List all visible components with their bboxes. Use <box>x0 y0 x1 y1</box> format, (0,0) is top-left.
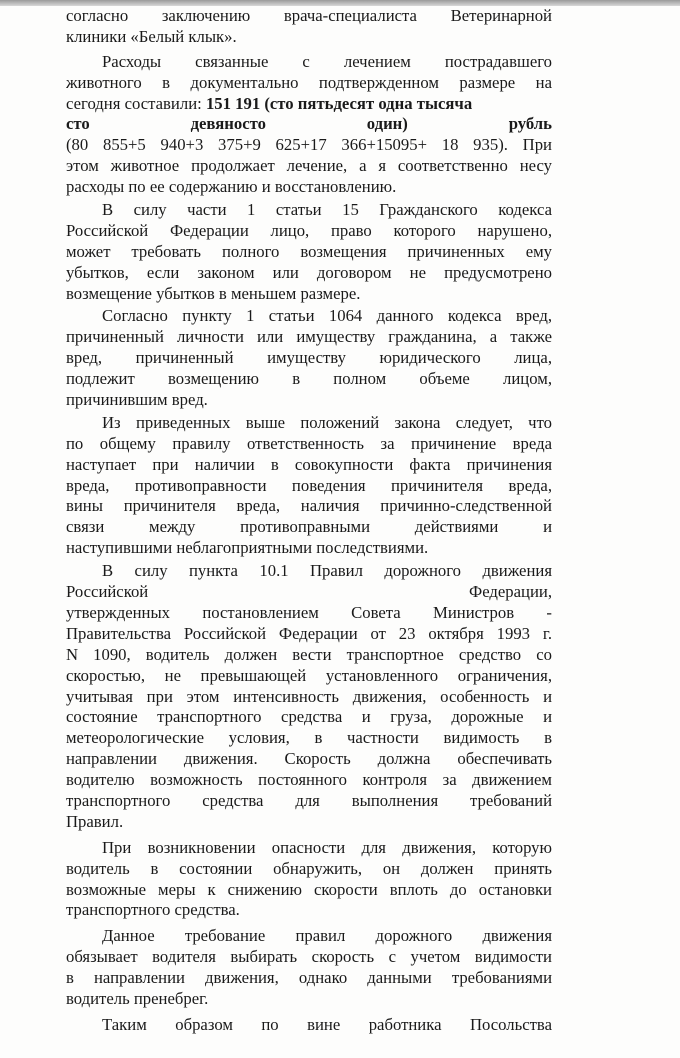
text-line <box>66 156 552 177</box>
text-line <box>66 413 552 434</box>
line-text: состояние транспортного средства и груза, дорожные и <box>66 707 552 727</box>
text-line <box>66 390 552 411</box>
line-text: сегодня составили: <box>66 93 202 113</box>
text-line <box>66 838 552 859</box>
text-line <box>66 947 552 968</box>
line-text: вред, причиненный имуществу юридического лица, <box>66 348 552 368</box>
line-text: транспортного средства для выполнения требований <box>66 790 552 810</box>
line-text: наступает при наличии в совокупности факта причинения <box>66 454 552 474</box>
line-text: водителю возможность постоянного контроля за движением <box>66 770 552 790</box>
text-line <box>66 496 552 517</box>
line-text: убытков, если законом или договором не предусмотрено <box>66 262 552 282</box>
text-line <box>66 263 552 284</box>
text-line <box>66 369 552 390</box>
line-text: Российской Федерации, <box>66 582 552 602</box>
document-page <box>66 6 552 1036</box>
line-text: направлении движения. Скорость должна обеспечивать <box>66 749 552 769</box>
text-line <box>66 517 552 538</box>
line-text: скоростью, не превышающей установленного ограничения, <box>66 665 552 685</box>
text-line <box>66 859 552 880</box>
paragraph <box>66 306 552 410</box>
text-line <box>66 989 552 1010</box>
line-text: этом животное продолжает лечение, а я соответственно несу <box>66 156 552 176</box>
line-text: возможные меры к снижению скорости вплоть до остановки <box>66 879 552 899</box>
line-text: (80 855+5 940+3 375+9 625+17 366+15095+ 18 935). При <box>66 135 552 155</box>
text-line <box>66 624 552 645</box>
text-line <box>66 114 552 135</box>
line-text: транспортного средства. <box>66 900 240 920</box>
text-line <box>66 94 552 115</box>
text-line <box>66 200 552 221</box>
line-text: подлежит возмещению в полном объеме лицом, <box>66 369 552 389</box>
text-line <box>66 582 552 603</box>
line-text: Согласно пункту 1 статьи 1064 данного кодекса вред, <box>102 306 552 326</box>
line-text: Российской Федерации лицо, право которого нарушено, <box>66 220 552 240</box>
line-text: возмещение убытков в меньшем размере. <box>66 283 361 303</box>
text-line <box>66 561 552 582</box>
text-line <box>66 52 552 73</box>
text-line <box>66 770 552 791</box>
line-text: может требовать полного возмещения причиненных ему <box>66 241 552 261</box>
text-line <box>66 791 552 812</box>
line-text: вреда, противоправности поведения причинителя вреда, <box>66 475 552 495</box>
line-text: сто девяносто один) рубль <box>66 114 552 134</box>
text-line <box>66 900 552 921</box>
line-text: водитель пренебрег. <box>66 988 209 1008</box>
text-line <box>66 687 552 708</box>
line-text: причиненный личности или имуществу гражданина, а также <box>66 327 552 347</box>
line-text: В силу пункта 10.1 Правил дорожного движения <box>102 561 552 581</box>
line-text: согласно заключению врача-специалиста Ветеринарной <box>66 6 552 25</box>
line-text: расходы по ее содержанию и восстановлению. <box>66 177 397 197</box>
text-line <box>66 538 552 559</box>
line-text: В силу части 1 статьи 15 Гражданского кодекса <box>102 200 552 220</box>
text-line <box>66 434 552 455</box>
line-text: вины причинителя вреда, наличия причинно-следственной <box>66 496 552 516</box>
paragraph <box>66 1015 552 1036</box>
paragraph <box>66 838 552 922</box>
line-text: Правительства Российской Федерации от 23 октября 1993 г. <box>66 623 552 643</box>
text-line <box>66 73 552 94</box>
text-line <box>66 455 552 476</box>
line-text: по общему правилу ответственность за причинение вреда <box>66 433 552 453</box>
line-text: утвержденных постановлением Совета Министров - <box>66 602 552 622</box>
line-text: Расходы связанные с лечением пострадавшего <box>102 51 552 71</box>
paragraph <box>66 6 552 48</box>
text-line <box>66 707 552 728</box>
text-line <box>66 27 552 48</box>
text-line <box>66 1015 552 1036</box>
text-line <box>66 749 552 770</box>
text-line <box>66 926 552 947</box>
text-line <box>66 242 552 263</box>
text-line <box>66 476 552 497</box>
text-line <box>66 728 552 749</box>
paragraph <box>66 561 552 833</box>
text-line <box>66 221 552 242</box>
line-text: животного в документально подтвержденном размере на <box>66 72 552 92</box>
text-line <box>66 968 552 989</box>
line-text: метеорологические условия, в частности видимость в <box>66 728 552 748</box>
text-line <box>66 284 552 305</box>
text-line <box>66 812 552 833</box>
line-text: в направлении движения, однако данными требованиями <box>66 968 552 988</box>
line-text: обязывает водителя выбирать скорость с учетом видимости <box>66 947 552 967</box>
line-text: Правил. <box>66 811 124 831</box>
text-line <box>66 327 552 348</box>
text-line <box>66 306 552 327</box>
line-text: При возникновении опасности для движения, которую <box>102 837 552 857</box>
line-text: Таким образом по вине работника Посольства <box>102 1014 552 1034</box>
line-text: наступившими неблагоприятными последствиями. <box>66 538 429 558</box>
text-line <box>66 177 552 198</box>
text-line <box>66 880 552 901</box>
text-line <box>66 135 552 156</box>
line-text: N 1090, водитель должен вести транспортное средство со <box>66 644 552 664</box>
text-line <box>66 603 552 624</box>
paragraph <box>66 200 552 304</box>
paragraph <box>66 413 552 559</box>
text-line <box>66 645 552 666</box>
line-text: Данное требование правил дорожного движения <box>102 926 552 946</box>
line-text: водитель в состоянии обнаружить, он должен принять <box>66 858 552 878</box>
line-text: учитывая при этом интенсивность движения, особенность и <box>66 686 552 706</box>
line-text: клиники «Белый клык». <box>66 26 237 46</box>
text-line <box>66 666 552 687</box>
text-line <box>66 348 552 369</box>
amount-bold-text: 151 191 (сто пятьдесят одна тысяча <box>201 93 473 113</box>
paragraph <box>66 52 552 198</box>
text-line <box>66 6 552 27</box>
paragraph <box>66 926 552 1010</box>
line-text: Из приведенных выше положений закона следует, что <box>102 412 552 432</box>
line-text: связи между противоправными действиями и <box>66 517 552 537</box>
line-text: причинившим вред. <box>66 390 208 410</box>
